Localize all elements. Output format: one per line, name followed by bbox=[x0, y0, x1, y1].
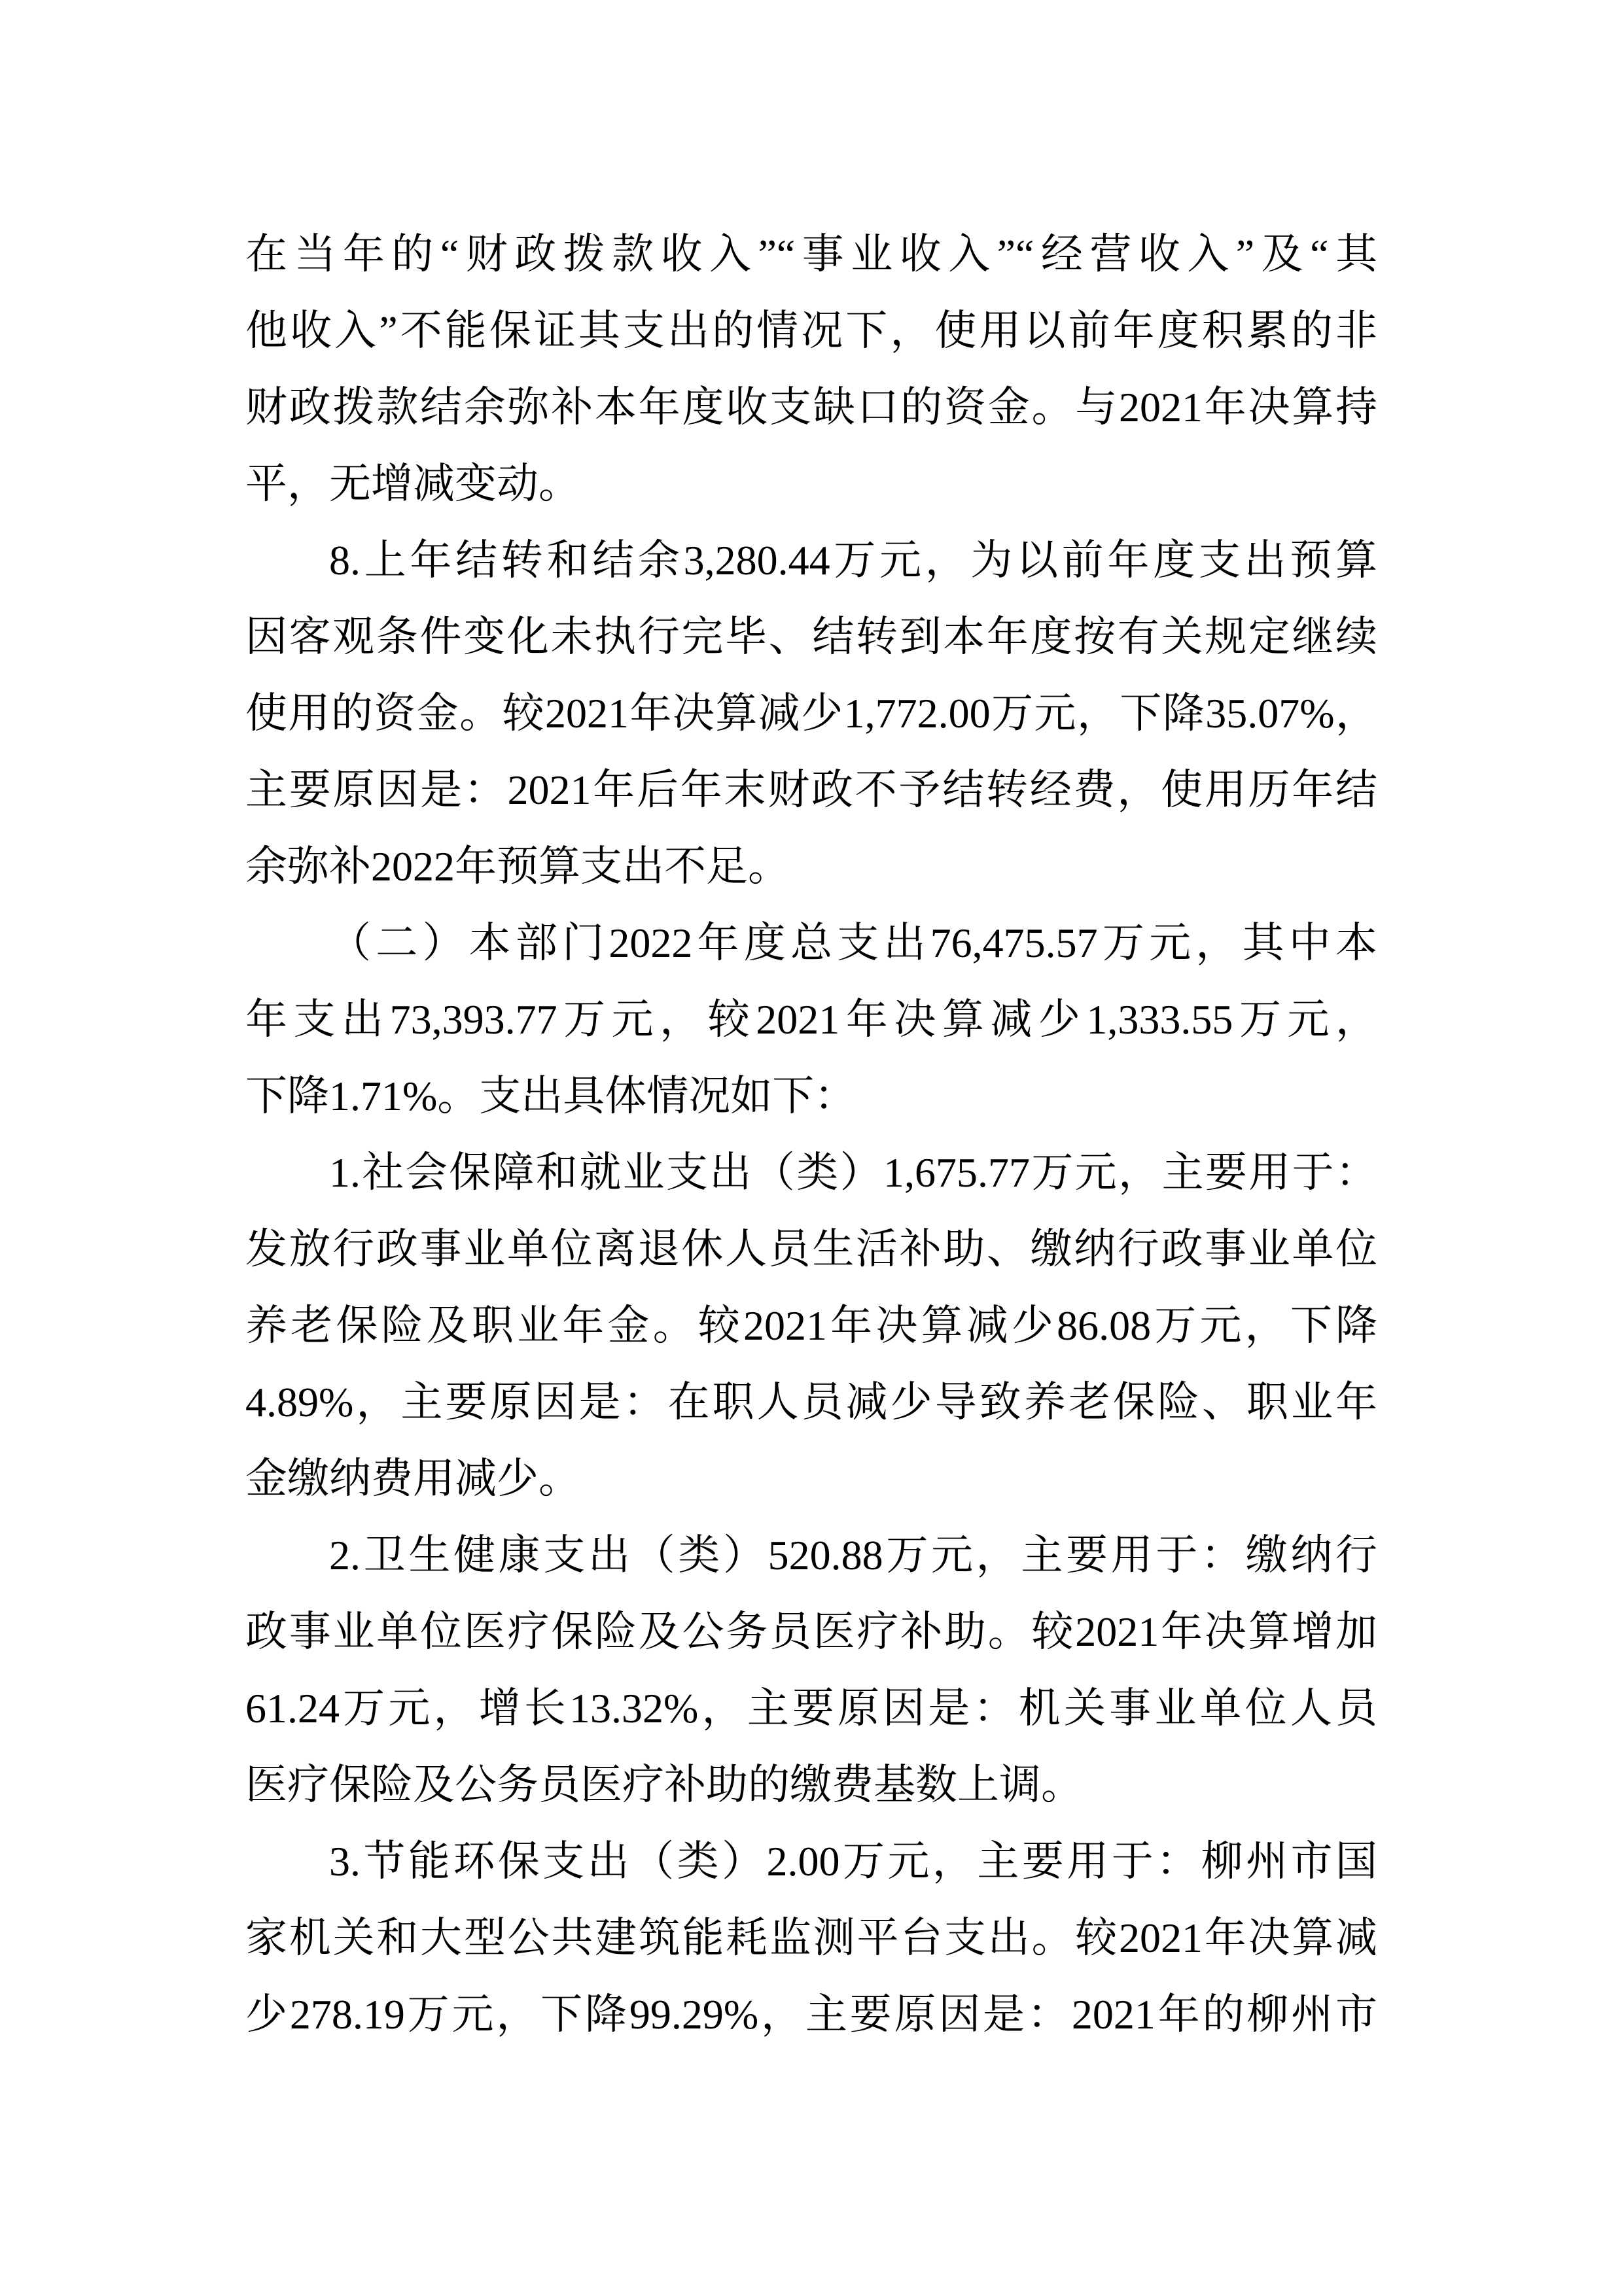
text-line: 2.卫生健康支出（类）520.88万元，主要用于：缴纳行 bbox=[329, 1532, 1377, 1578]
text-line: 1.社会保障和就业支出（类）1,675.77万元，主要用于： bbox=[329, 1149, 1377, 1196]
text-line: 年支出73,393.77万元，较2021年决算减少1,333.55万元， bbox=[245, 996, 1377, 1043]
text-line: 平，无增减变动。 bbox=[245, 461, 580, 507]
text-block bbox=[245, 216, 1377, 2053]
text-line: 余弥补2022年预算支出不足。 bbox=[245, 843, 790, 890]
text-line: 下降1.71%。支出具体情况如下： bbox=[245, 1073, 856, 1119]
text-line: 使用的资金。较2021年决算减少1,772.00万元，下降35.07%， bbox=[245, 690, 1377, 737]
text-line: 因客观条件变化未执行完毕、结转到本年度按有关规定继续 bbox=[245, 614, 1377, 660]
text-line: 养老保险及职业年金。较2021年决算减少86.08万元，下降 bbox=[245, 1302, 1377, 1349]
text-line: 发放行政事业单位离退休人员生活补助、缴纳行政事业单位 bbox=[245, 1226, 1377, 1272]
text-line: 家机关和大型公共建筑能耗监测平台支出。较2021年决算减 bbox=[245, 1915, 1377, 1961]
text-line: 他收入”不能保证其支出的情况下，使用以前年度积累的非 bbox=[245, 307, 1377, 354]
text-line: 少278.19万元，下降99.29%，主要原因是：2021年的柳州市 bbox=[245, 1991, 1377, 2038]
text-line: 主要原因是：2021年后年末财政不予结转经费，使用历年结 bbox=[245, 767, 1377, 813]
text-line: 4.89%，主要原因是：在职人员减少导致养老保险、职业年 bbox=[245, 1379, 1377, 1425]
text-line: （二）本部门2022年度总支出76,475.57万元，其中本 bbox=[329, 920, 1377, 966]
text-line: 政事业单位医疗保险及公务员医疗补助。较2021年决算增加 bbox=[245, 1609, 1377, 1655]
text-line: 61.24万元，增长13.32%，主要原因是：机关事业单位人员 bbox=[245, 1685, 1377, 1731]
text-line: 财政拨款结余弥补本年度收支缺口的资金。与2021年决算持 bbox=[245, 384, 1377, 430]
text-line: 金缴纳费用减少。 bbox=[245, 1455, 580, 1502]
text-line: 医疗保险及公务员医疗补助的缴费基数上调。 bbox=[245, 1762, 1083, 1808]
text-line: 8.上年结转和结余3,280.44万元，为以前年度支出预算 bbox=[329, 537, 1377, 583]
text-line: 3.节能环保支出（类）2.00万元，主要用于：柳州市国 bbox=[329, 1838, 1377, 1885]
text-line: 在当年的“财政拨款收入”“事业收入”“经营收入”及“其 bbox=[245, 231, 1377, 277]
